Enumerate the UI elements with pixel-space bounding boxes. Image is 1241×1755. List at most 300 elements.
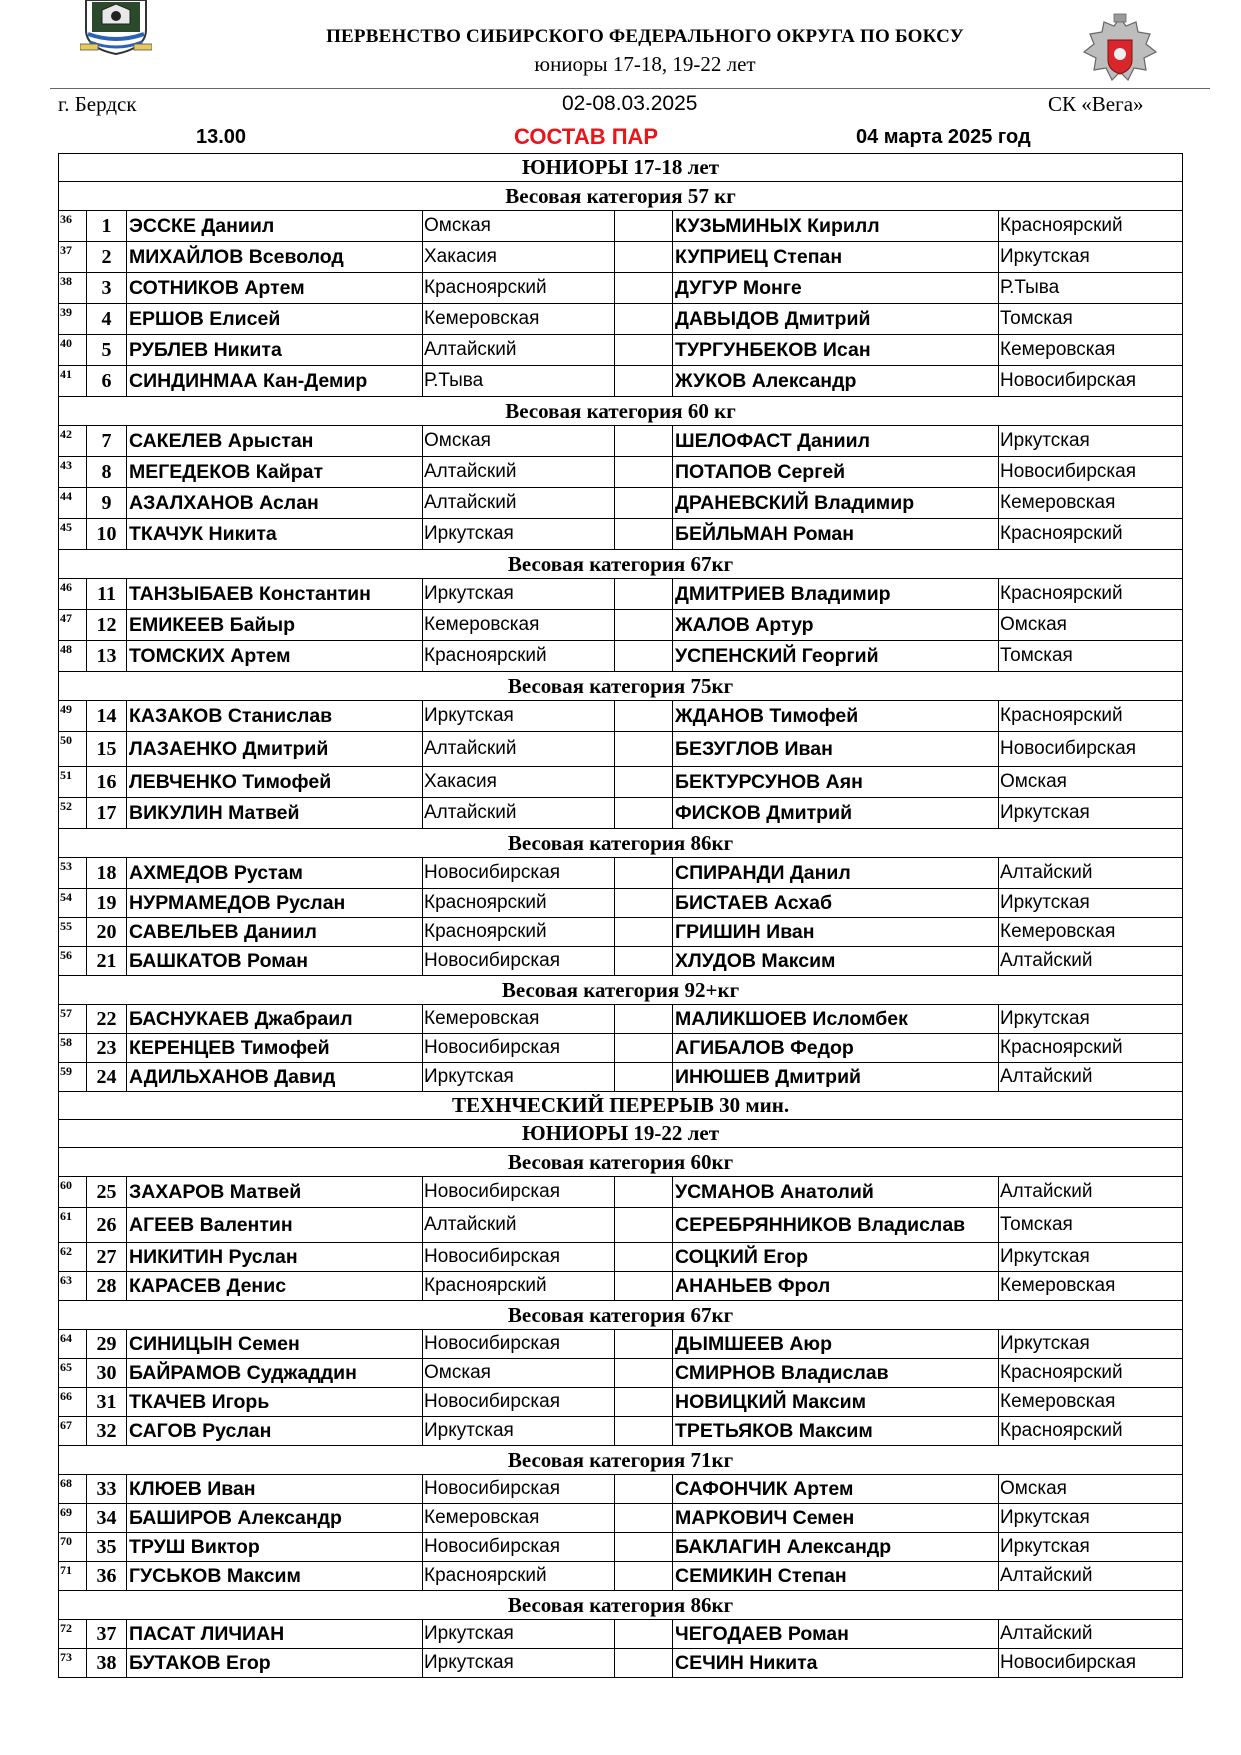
red-corner-boxer: ЛЕВЧЕНКО Тимофей (127, 767, 423, 798)
bout-number: 12 (87, 610, 127, 641)
venue-label: СК «Вега» (1048, 92, 1144, 116)
corner-separator (615, 1005, 673, 1034)
red-corner-boxer: АХМЕДОВ Рустам (127, 858, 423, 889)
corner-separator (615, 798, 673, 829)
bout-global-number: 49 (59, 701, 87, 732)
corner-separator (615, 767, 673, 798)
bout-number: 15 (87, 732, 127, 767)
blue-corner-boxer: ДЫМШЕЕВ Аюр (673, 1330, 999, 1359)
bout-global-number: 68 (59, 1475, 87, 1504)
red-corner-boxer: БАСНУКАЕВ Джабраил (127, 1005, 423, 1034)
bout-row (59, 1063, 1183, 1092)
red-corner-boxer: КЛЮЕВ Иван (127, 1475, 423, 1504)
bout-row (59, 918, 1183, 947)
blue-corner-region: Иркутская (999, 1243, 1183, 1272)
header-divider (50, 88, 1210, 89)
red-corner-region: Кемеровская (423, 1005, 615, 1034)
red-corner-region: Иркутская (423, 1649, 615, 1678)
bout-row (59, 858, 1183, 889)
red-corner-region: Алтайский (423, 488, 615, 519)
bout-number: 2 (87, 242, 127, 273)
red-corner-boxer: АДИЛЬХАНОВ Давид (127, 1063, 423, 1092)
blue-corner-region: Кемеровская (999, 335, 1183, 366)
corner-separator (615, 488, 673, 519)
document-title: СОСТАВ ПАР (514, 124, 659, 149)
corner-separator (615, 918, 673, 947)
blue-corner-boxer: БЕЙЛЬМАН Роман (673, 519, 999, 550)
red-corner-boxer: БАШИРОВ Александр (127, 1504, 423, 1533)
bout-global-number: 62 (59, 1243, 87, 1272)
bout-global-number: 54 (59, 889, 87, 918)
bout-number: 16 (87, 767, 127, 798)
age-group-title-row (59, 154, 1183, 182)
bout-number: 4 (87, 304, 127, 335)
bout-number: 6 (87, 366, 127, 397)
corner-separator (615, 889, 673, 918)
red-corner-boxer: ЛАЗАЕНКО Дмитрий (127, 732, 423, 767)
bout-global-number: 44 (59, 488, 87, 519)
red-corner-region: Омская (423, 426, 615, 457)
bout-global-number: 57 (59, 1005, 87, 1034)
bout-global-number: 71 (59, 1562, 87, 1591)
weight-category-title: Весовая категория 60 кг (59, 397, 1183, 426)
blue-corner-region: Томская (999, 1208, 1183, 1243)
blue-corner-boxer: ТУРГУНБЕКОВ Исан (673, 335, 999, 366)
red-corner-region: Красноярский (423, 641, 615, 672)
blue-corner-boxer: ХЛУДОВ Максим (673, 947, 999, 976)
bout-global-number: 42 (59, 426, 87, 457)
red-corner-region: Иркутская (423, 1620, 615, 1649)
bout-number: 32 (87, 1417, 127, 1446)
bout-row (59, 1034, 1183, 1063)
competition-day: 04 марта 2025 год (856, 126, 1031, 148)
blue-corner-boxer: ГРИШИН Иван (673, 918, 999, 947)
bout-number: 26 (87, 1208, 127, 1243)
bout-global-number: 48 (59, 641, 87, 672)
bout-row (59, 1208, 1183, 1243)
blue-corner-boxer: УСМАНОВ Анатолий (673, 1177, 999, 1208)
red-corner-region: Новосибирская (423, 1177, 615, 1208)
red-corner-region: Омская (423, 211, 615, 242)
corner-separator (615, 1243, 673, 1272)
bout-global-number: 60 (59, 1177, 87, 1208)
corner-separator (615, 1620, 673, 1649)
blue-corner-region: Новосибирская (999, 366, 1183, 397)
corner-separator (615, 1208, 673, 1243)
bout-global-number: 55 (59, 918, 87, 947)
red-corner-boxer: БУТАКОВ Егор (127, 1649, 423, 1678)
blue-corner-boxer: КУПРИЕЦ Степан (673, 242, 999, 273)
bout-row (59, 1504, 1183, 1533)
red-corner-boxer: БАЙРАМОВ Суджаддин (127, 1359, 423, 1388)
blue-corner-boxer: ЖДАНОВ Тимофей (673, 701, 999, 732)
bout-global-number: 61 (59, 1208, 87, 1243)
blue-corner-region: Красноярский (999, 1034, 1183, 1063)
bout-global-number: 45 (59, 519, 87, 550)
blue-corner-region: Алтайский (999, 1177, 1183, 1208)
corner-separator (615, 366, 673, 397)
red-corner-boxer: ГУСЬКОВ Максим (127, 1562, 423, 1591)
bout-row (59, 889, 1183, 918)
bout-row (59, 1177, 1183, 1208)
corner-separator (615, 1272, 673, 1301)
bout-number: 13 (87, 641, 127, 672)
red-corner-region: Р.Тыва (423, 366, 615, 397)
corner-separator (615, 579, 673, 610)
blue-corner-boxer: МАЛИКШОЕВ Исломбек (673, 1005, 999, 1034)
bout-global-number: 73 (59, 1649, 87, 1678)
bout-number: 8 (87, 457, 127, 488)
blue-corner-region: Красноярский (999, 1417, 1183, 1446)
weight-category-title-row (59, 1148, 1183, 1177)
corner-separator (615, 858, 673, 889)
weight-category-title: Весовая категория 67кг (59, 550, 1183, 579)
weight-category-title: Весовая категория 86кг (59, 829, 1183, 858)
bout-row (59, 488, 1183, 519)
blue-corner-region: Алтайский (999, 1063, 1183, 1092)
bout-row (59, 304, 1183, 335)
bout-row (59, 1533, 1183, 1562)
corner-separator (615, 1388, 673, 1417)
blue-corner-region: Новосибирская (999, 457, 1183, 488)
corner-separator (615, 1649, 673, 1678)
weight-category-title: Весовая категория 57 кг (59, 182, 1183, 211)
bout-row (59, 1330, 1183, 1359)
blue-corner-boxer: АГИБАЛОВ Федор (673, 1034, 999, 1063)
red-corner-boxer: КАЗАКОВ Станислав (127, 701, 423, 732)
bout-global-number: 66 (59, 1388, 87, 1417)
red-corner-region: Новосибирская (423, 1330, 615, 1359)
corner-separator (615, 1562, 673, 1591)
red-corner-boxer: ТАНЗЫБАЕВ Константин (127, 579, 423, 610)
technical-break: ТЕХНЧЕСКИЙ ПЕРЕРЫВ 30 мин. (59, 1092, 1183, 1120)
weight-category-title-row (59, 976, 1183, 1005)
blue-corner-boxer: ЖУКОВ Александр (673, 366, 999, 397)
blue-corner-boxer: СМИРНОВ Владислав (673, 1359, 999, 1388)
red-corner-boxer: СИНДИНМАА Кан-Демир (127, 366, 423, 397)
blue-corner-region: Р.Тыва (999, 273, 1183, 304)
blue-corner-region: Иркутская (999, 426, 1183, 457)
bout-row (59, 701, 1183, 732)
red-corner-boxer: ТКАЧУК Никита (127, 519, 423, 550)
blue-corner-region: Алтайский (999, 858, 1183, 889)
corner-separator (615, 610, 673, 641)
corner-separator (615, 1034, 673, 1063)
bout-row (59, 366, 1183, 397)
blue-corner-boxer: СОЦКИЙ Егор (673, 1243, 999, 1272)
bout-number: 23 (87, 1034, 127, 1063)
blue-corner-region: Новосибирская (999, 732, 1183, 767)
red-corner-region: Иркутская (423, 1417, 615, 1446)
bout-number: 10 (87, 519, 127, 550)
bout-number: 18 (87, 858, 127, 889)
weight-category-title-row (59, 397, 1183, 426)
blue-corner-region: Новосибирская (999, 1649, 1183, 1678)
bout-row (59, 1243, 1183, 1272)
blue-corner-region: Омская (999, 767, 1183, 798)
bout-global-number: 50 (59, 732, 87, 767)
red-corner-boxer: САГОВ Руслан (127, 1417, 423, 1446)
bout-number: 35 (87, 1533, 127, 1562)
corner-separator (615, 1063, 673, 1092)
blue-corner-boxer: СЕЧИН Никита (673, 1649, 999, 1678)
bout-number: 17 (87, 798, 127, 829)
corner-separator (615, 641, 673, 672)
red-corner-boxer: МЕГЕДЕКОВ Кайрат (127, 457, 423, 488)
corner-separator (615, 1504, 673, 1533)
blue-corner-boxer: СЕРЕБРЯННИКОВ Владислав (673, 1208, 999, 1243)
blue-corner-boxer: КУЗЬМИНЫХ Кирилл (673, 211, 999, 242)
red-corner-region: Иркутская (423, 579, 615, 610)
blue-corner-region: Кемеровская (999, 488, 1183, 519)
weight-category-title: Весовая категория 86кг (59, 1591, 1183, 1620)
blue-corner-region: Красноярский (999, 211, 1183, 242)
blue-corner-boxer: ПОТАПОВ Сергей (673, 457, 999, 488)
corner-separator (615, 335, 673, 366)
blue-corner-boxer: ТРЕТЬЯКОВ Максим (673, 1417, 999, 1446)
bout-row (59, 242, 1183, 273)
blue-corner-region: Иркутская (999, 889, 1183, 918)
red-corner-region: Хакасия (423, 242, 615, 273)
bout-global-number: 53 (59, 858, 87, 889)
blue-corner-region: Томская (999, 304, 1183, 335)
bout-row (59, 457, 1183, 488)
blue-corner-boxer: СЕМИКИН Степан (673, 1562, 999, 1591)
bout-global-number: 36 (59, 211, 87, 242)
red-corner-region: Новосибирская (423, 858, 615, 889)
bout-row (59, 641, 1183, 672)
red-corner-region: Новосибирская (423, 1034, 615, 1063)
blue-corner-region: Томская (999, 641, 1183, 672)
bout-number: 19 (87, 889, 127, 918)
corner-separator (615, 304, 673, 335)
red-corner-boxer: НУРМАМЕДОВ Руслан (127, 889, 423, 918)
bout-global-number: 63 (59, 1272, 87, 1301)
blue-corner-boxer: БАКЛАГИН Александр (673, 1533, 999, 1562)
bout-global-number: 37 (59, 242, 87, 273)
red-corner-boxer: САВЕЛЬЕВ Даниил (127, 918, 423, 947)
corner-separator (615, 1533, 673, 1562)
bout-number: 1 (87, 211, 127, 242)
red-corner-region: Омская (423, 1359, 615, 1388)
blue-corner-region: Красноярский (999, 519, 1183, 550)
blue-corner-boxer: БЕКТУРСУНОВ Аян (673, 767, 999, 798)
bout-row (59, 1388, 1183, 1417)
red-corner-region: Алтайский (423, 1208, 615, 1243)
blue-corner-boxer: УСПЕНСКИЙ Георгий (673, 641, 999, 672)
bout-number: 30 (87, 1359, 127, 1388)
bout-number: 5 (87, 335, 127, 366)
bout-global-number: 70 (59, 1533, 87, 1562)
red-corner-region: Новосибирская (423, 1533, 615, 1562)
bout-global-number: 56 (59, 947, 87, 976)
weight-category-title-row (59, 550, 1183, 579)
bout-number: 27 (87, 1243, 127, 1272)
bout-global-number: 46 (59, 579, 87, 610)
bout-row (59, 335, 1183, 366)
bout-number: 7 (87, 426, 127, 457)
bout-row (59, 211, 1183, 242)
blue-corner-boxer: БИСТАЕВ Асхаб (673, 889, 999, 918)
red-corner-boxer: КЕРЕНЦЕВ Тимофей (127, 1034, 423, 1063)
red-corner-boxer: ТРУШ Виктор (127, 1533, 423, 1562)
bout-number: 20 (87, 918, 127, 947)
red-corner-boxer: АГЕЕВ Валентин (127, 1208, 423, 1243)
bout-row (59, 798, 1183, 829)
blue-corner-region: Иркутская (999, 1504, 1183, 1533)
corner-separator (615, 732, 673, 767)
bout-global-number: 38 (59, 273, 87, 304)
red-corner-boxer: РУБЛЕВ Никита (127, 335, 423, 366)
age-group-title: ЮНИОРЫ 17-18 лет (59, 154, 1183, 182)
bout-number: 24 (87, 1063, 127, 1092)
bout-row (59, 767, 1183, 798)
red-corner-boxer: БАШКАТОВ Роман (127, 947, 423, 976)
bout-number: 31 (87, 1388, 127, 1417)
corner-separator (615, 426, 673, 457)
bout-global-number: 47 (59, 610, 87, 641)
bout-global-number: 64 (59, 1330, 87, 1359)
bout-row (59, 1359, 1183, 1388)
corner-separator (615, 273, 673, 304)
blue-corner-region: Алтайский (999, 947, 1183, 976)
bout-number: 9 (87, 488, 127, 519)
bout-global-number: 52 (59, 798, 87, 829)
bout-global-number: 43 (59, 457, 87, 488)
bout-row (59, 1475, 1183, 1504)
red-corner-boxer: САКЕЛЕВ Арыстан (127, 426, 423, 457)
corner-separator (615, 1330, 673, 1359)
weight-category-title-row (59, 672, 1183, 701)
red-corner-region: Алтайский (423, 732, 615, 767)
blue-corner-region: Алтайский (999, 1620, 1183, 1649)
corner-separator (615, 519, 673, 550)
bout-global-number: 51 (59, 767, 87, 798)
red-corner-region: Новосибирская (423, 1243, 615, 1272)
weight-category-title: Весовая категория 92+кг (59, 976, 1183, 1005)
red-corner-region: Красноярский (423, 889, 615, 918)
red-corner-region: Красноярский (423, 918, 615, 947)
blue-corner-boxer: ИНЮШЕВ Дмитрий (673, 1063, 999, 1092)
blue-corner-boxer: ДУГУР Монге (673, 273, 999, 304)
red-corner-region: Алтайский (423, 335, 615, 366)
blue-corner-region: Иркутская (999, 1330, 1183, 1359)
blue-corner-boxer: ШЕЛОФАСТ Даниил (673, 426, 999, 457)
blue-corner-region: Алтайский (999, 1562, 1183, 1591)
corner-separator (615, 242, 673, 273)
bout-number: 3 (87, 273, 127, 304)
blue-corner-region: Кемеровская (999, 1272, 1183, 1301)
bout-row (59, 1562, 1183, 1591)
red-corner-boxer: ПАСАТ ЛИЧИАН (127, 1620, 423, 1649)
corner-separator (615, 457, 673, 488)
red-corner-region: Кемеровская (423, 1504, 615, 1533)
bout-global-number: 58 (59, 1034, 87, 1063)
bout-number: 22 (87, 1005, 127, 1034)
blue-corner-region: Красноярский (999, 579, 1183, 610)
bout-row (59, 1417, 1183, 1446)
bout-row (59, 610, 1183, 641)
red-corner-region: Иркутская (423, 701, 615, 732)
red-corner-region: Красноярский (423, 1562, 615, 1591)
corner-separator (615, 947, 673, 976)
blue-corner-region: Кемеровская (999, 918, 1183, 947)
blue-corner-region: Иркутская (999, 1005, 1183, 1034)
corner-separator (615, 1475, 673, 1504)
red-corner-boxer: ЭССКЕ Даниил (127, 211, 423, 242)
bout-row (59, 519, 1183, 550)
bouts-table (58, 153, 1183, 1678)
event-subtitle: юниоры 17-18, 19-22 лет (534, 52, 756, 76)
blue-corner-boxer: ФИСКОВ Дмитрий (673, 798, 999, 829)
corner-separator (615, 211, 673, 242)
red-corner-boxer: КАРАСЕВ Денис (127, 1272, 423, 1301)
weight-category-title-row (59, 1591, 1183, 1620)
bout-row (59, 732, 1183, 767)
bout-row (59, 1620, 1183, 1649)
bout-number: 37 (87, 1620, 127, 1649)
blue-corner-region: Иркутская (999, 1533, 1183, 1562)
weight-category-title: Весовая категория 60кг (59, 1148, 1183, 1177)
boxing-federation-emblem-icon (1080, 12, 1160, 90)
age-group-title: ЮНИОРЫ 19-22 лет (59, 1120, 1183, 1148)
red-corner-boxer: ЕРШОВ Елисей (127, 304, 423, 335)
bout-number: 33 (87, 1475, 127, 1504)
red-corner-boxer: АЗАЛХАНОВ Аслан (127, 488, 423, 519)
blue-corner-region: Красноярский (999, 1359, 1183, 1388)
red-corner-boxer: ТОМСКИХ Артем (127, 641, 423, 672)
dates-label: 02-08.03.2025 (562, 92, 698, 115)
blue-corner-boxer: ЖАЛОВ Артур (673, 610, 999, 641)
red-corner-boxer: ЕМИКЕЕВ Байыр (127, 610, 423, 641)
weight-category-title: Весовая категория 75кг (59, 672, 1183, 701)
red-corner-region: Красноярский (423, 1272, 615, 1301)
bout-number: 28 (87, 1272, 127, 1301)
event-title: ПЕРВЕНСТВО СИБИРСКОГО ФЕДЕРАЛЬНОГО ОКРУГА ПО БОКСУ (326, 26, 964, 47)
blue-corner-region: Омская (999, 610, 1183, 641)
start-time: 13.00 (196, 126, 247, 148)
red-corner-region: Алтайский (423, 457, 615, 488)
red-corner-region: Кемеровская (423, 610, 615, 641)
bout-row (59, 273, 1183, 304)
bout-global-number: 59 (59, 1063, 87, 1092)
bout-row (59, 1272, 1183, 1301)
weight-category-title-row (59, 1301, 1183, 1330)
blue-corner-region: Кемеровская (999, 1388, 1183, 1417)
blue-corner-region: Омская (999, 1475, 1183, 1504)
blue-corner-boxer: МАРКОВИЧ Семен (673, 1504, 999, 1533)
red-corner-boxer: СОТНИКОВ Артем (127, 273, 423, 304)
weight-category-title-row (59, 182, 1183, 211)
blue-corner-boxer: ДАВЫДОВ Дмитрий (673, 304, 999, 335)
technical-break-row (59, 1092, 1183, 1120)
weight-category-title-row (59, 1446, 1183, 1475)
age-group-title-row (59, 1120, 1183, 1148)
corner-separator (615, 1359, 673, 1388)
blue-corner-boxer: СПИРАНДИ Данил (673, 858, 999, 889)
bout-global-number: 72 (59, 1620, 87, 1649)
corner-separator (615, 1177, 673, 1208)
blue-corner-region: Красноярский (999, 701, 1183, 732)
blue-corner-boxer: ЧЕГОДАЕВ Роман (673, 1620, 999, 1649)
bout-global-number: 69 (59, 1504, 87, 1533)
red-corner-region: Новосибирская (423, 1388, 615, 1417)
blue-corner-region: Иркутская (999, 798, 1183, 829)
bout-global-number: 39 (59, 304, 87, 335)
bout-global-number: 65 (59, 1359, 87, 1388)
red-corner-region: Хакасия (423, 767, 615, 798)
corner-separator (615, 701, 673, 732)
